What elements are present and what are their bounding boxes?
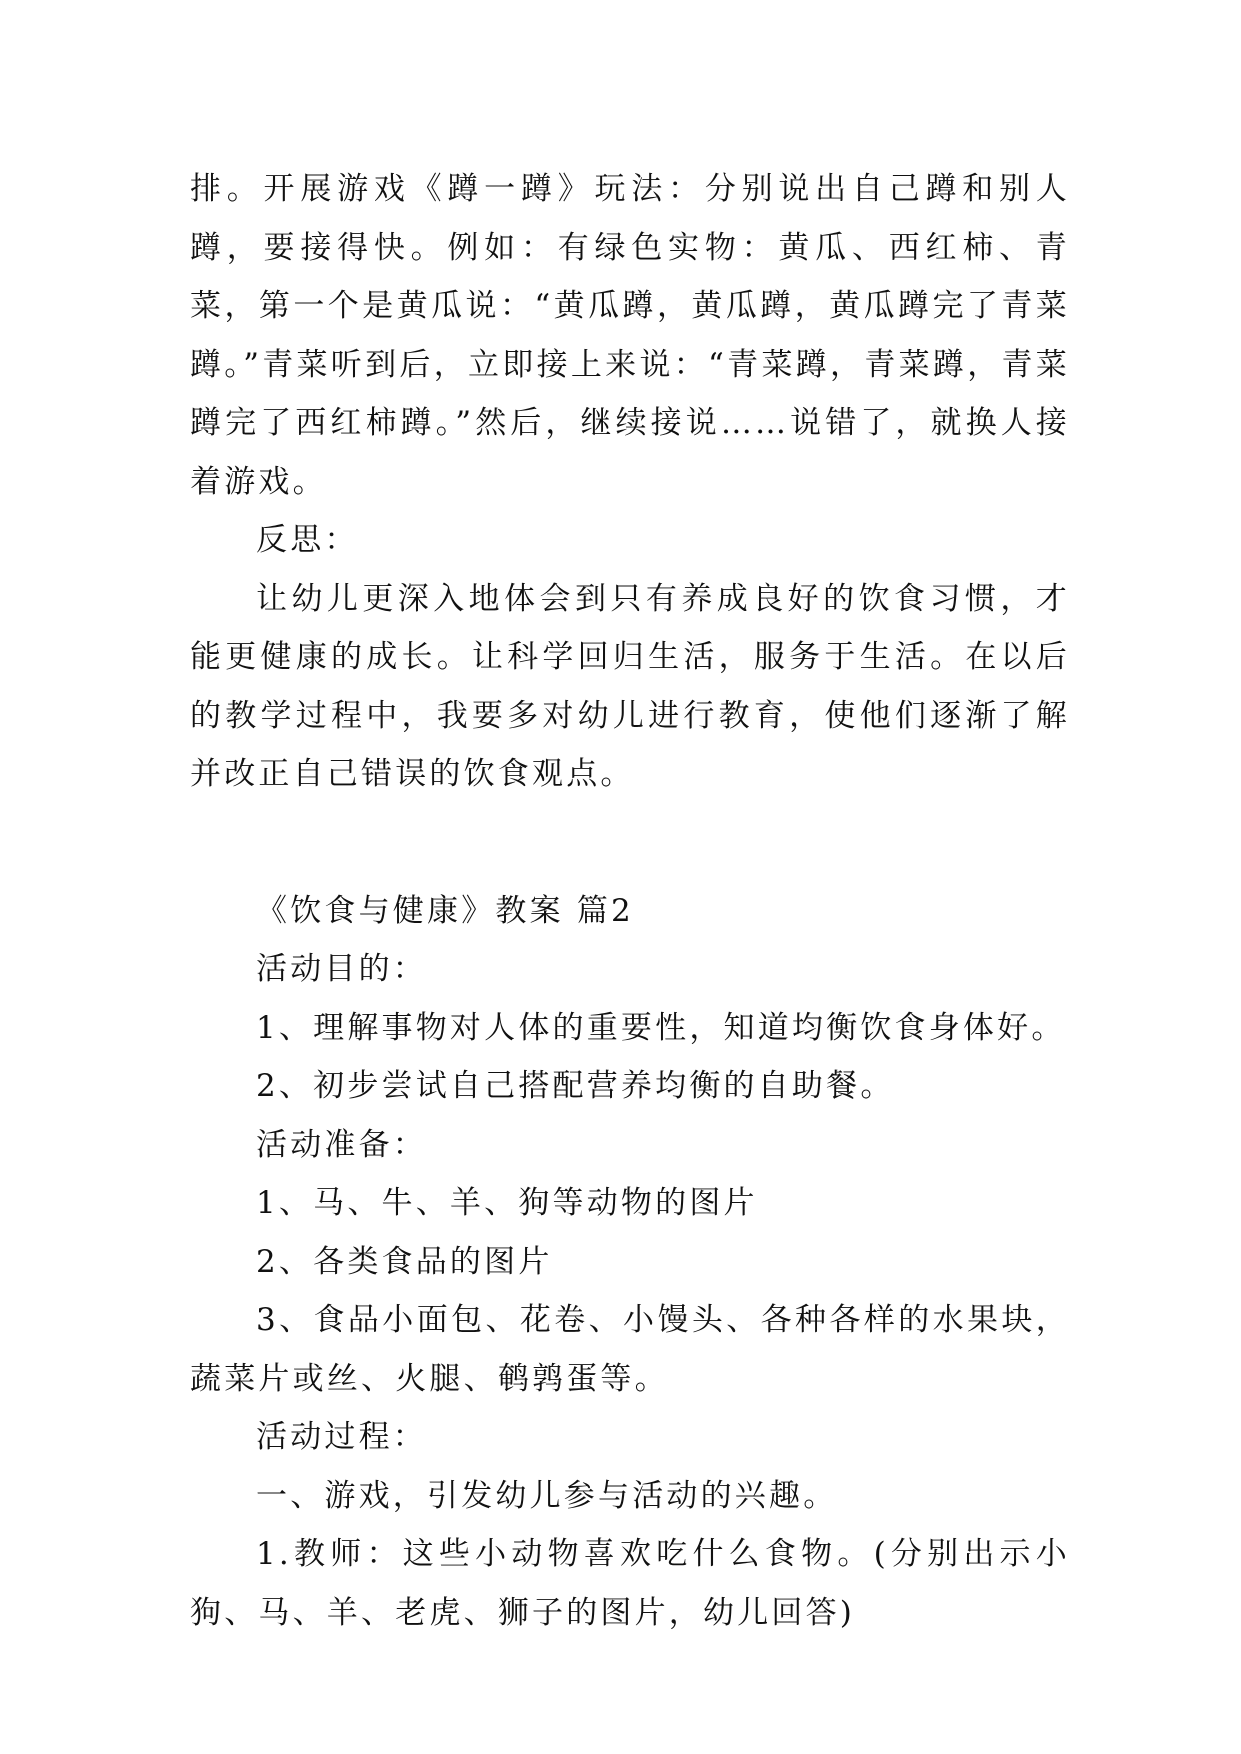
section-title: 《饮食与健康》教案 篇2 xyxy=(256,892,634,929)
paragraph-process-1: 一、游戏，引发幼儿参与活动的兴趣。 xyxy=(256,1477,838,1514)
paragraph-goal-1: 1、理解事物对人体的重要性，知道均衡饮食身体好。 xyxy=(256,1009,1066,1046)
paragraph-goal-2: 2、初步尝试自己搭配营养均衡的自助餐。 xyxy=(256,1068,895,1104)
paragraph-process-heading: 活动过程： xyxy=(256,1419,427,1455)
document-page xyxy=(190,160,1070,1642)
paragraph-prep-heading: 活动准备： xyxy=(256,1126,427,1163)
paragraph-process-1-1: 1.教师：这些小动物喜欢吃什么食物。(分别出示小狗、马、羊、老虎、狮子的图片，幼儿回答) xyxy=(190,1536,1070,1631)
paragraph-reflection-body: 让幼儿更深入地体会到只有养成良好的饮食习惯，才能更健康的成长。让科学回归生活，服务于生活。在以后的教学过程中，我要多对幼儿进行教育，使他们逐渐了解并改正自己错误的饮食观点。 xyxy=(190,580,1070,792)
paragraph-prep-3: 3、食品小面包、花卷、小馒头、各种各样的水果块，蔬菜片或丝、火腿、鹌鹑蛋等。 xyxy=(190,1302,1070,1397)
paragraph-prep-1: 1、马、牛、羊、狗等动物的图片 xyxy=(256,1185,758,1221)
paragraph-reflection-heading: 反思： xyxy=(256,522,359,558)
paragraph-prep-2: 2、各类食品的图片 xyxy=(256,1243,553,1280)
paragraph-game-rules: 排。开展游戏《蹲一蹲》玩法：分别说出自己蹲和别人蹲，要接得快。例如：有绿色实物：黄瓜、西红柿、青菜，第一个是黄瓜说：“黄瓜蹲，黄瓜蹲，黄瓜蹲完了青菜蹲。”青菜听到后，立即接上来说：“青菜蹲，青菜蹲，青菜蹲完了西红柿蹲。”然后，继续接说……说错了，就换人接着游戏。 xyxy=(190,171,1070,500)
paragraph-goal-heading: 活动目的： xyxy=(256,951,427,987)
section-gap xyxy=(190,804,1070,882)
